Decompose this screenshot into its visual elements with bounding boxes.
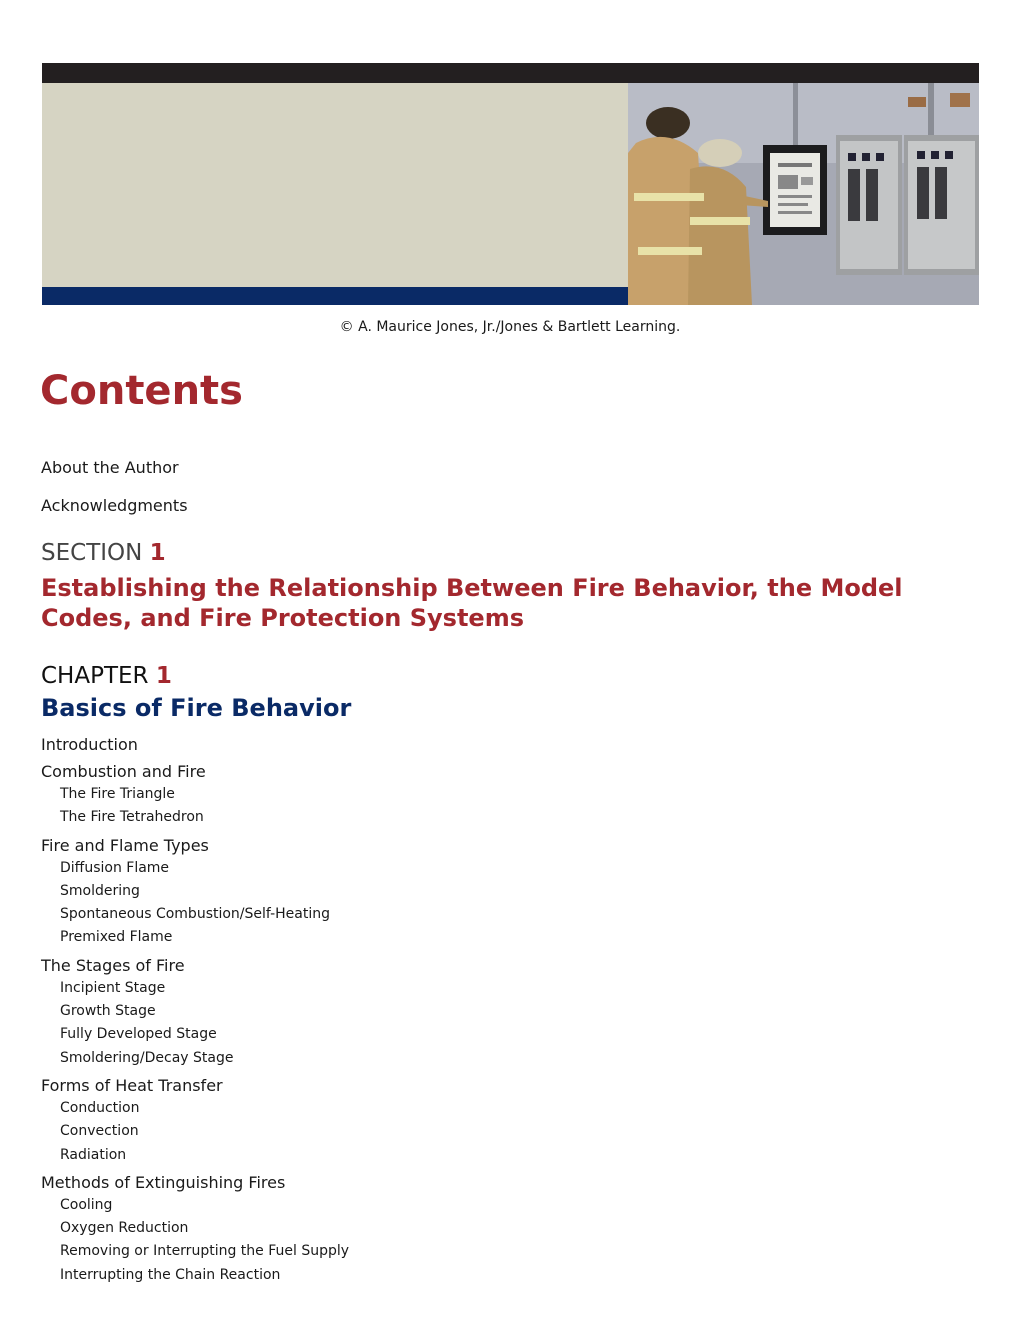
section-title[interactable]: Establishing the Relationship Between Fire Behavior, the Model Codes, and Fire Protection Systems xyxy=(41,574,903,632)
toc-subheading-link[interactable]: Removing or Interrupting the Fuel Supply xyxy=(60,1243,350,1260)
toc-heading-link[interactable]: Combustion and Fire xyxy=(41,762,206,781)
firefighters-photo xyxy=(628,83,979,305)
section-label xyxy=(41,540,166,566)
banner-navy-stripe xyxy=(42,287,628,305)
chapter-number: 1 xyxy=(155,663,172,689)
toc-subheading-link[interactable]: Cooling xyxy=(60,1196,113,1213)
toc-subheading-link[interactable]: The Fire Triangle xyxy=(60,786,175,802)
toc-heading-link[interactable]: Introduction xyxy=(41,735,138,754)
toc-subheading-link[interactable]: Radiation xyxy=(60,1146,127,1163)
chapter-label-text: CHAPTER xyxy=(41,663,149,689)
section-label-text: SECTION xyxy=(41,540,143,566)
page-title: Contents xyxy=(40,368,243,414)
toc-subheading-link[interactable]: Oxygen Reduction xyxy=(60,1220,189,1237)
toc-subheading-link[interactable]: Conduction xyxy=(60,1099,140,1116)
banner-beige-panel xyxy=(42,83,628,287)
toc-subheading-link[interactable]: Growth Stage xyxy=(60,1003,156,1020)
banner-top-bar xyxy=(42,63,979,83)
toc-subheading-link[interactable]: Smoldering xyxy=(60,882,140,899)
toc-heading-link[interactable]: Methods of Extinguishing Fires xyxy=(41,1172,286,1192)
header-banner xyxy=(42,63,979,305)
chapter-toc-list xyxy=(41,733,349,1287)
toc-subheading-link[interactable]: Fully Developed Stage xyxy=(60,1026,217,1043)
toc-subheading-link[interactable]: Interrupting the Chain Reaction xyxy=(60,1266,281,1283)
chapter-title[interactable]: Basics of Fire Behavior xyxy=(41,694,352,722)
section-number: 1 xyxy=(149,540,166,566)
toc-subheading-link[interactable]: Diffusion Flame xyxy=(60,859,170,876)
toc-subheading-link[interactable]: Smoldering/Decay Stage xyxy=(60,1049,234,1066)
toc-subheading-link[interactable]: Premixed Flame xyxy=(60,929,173,946)
toc-subheading-link[interactable]: The Fire Tetrahedron xyxy=(60,809,204,826)
photo-credit: © A. Maurice Jones, Jr./Jones & Bartlett Learning. xyxy=(339,319,681,335)
toc-subheading-link[interactable]: Convection xyxy=(60,1123,139,1140)
chapter-label xyxy=(41,663,172,689)
toc-subheading-link[interactable]: Spontaneous Combustion/Self-Heating xyxy=(60,906,330,923)
toc-subheading-link[interactable]: Incipient Stage xyxy=(60,979,166,996)
toc-link-acknowledgments[interactable]: Acknowledgments xyxy=(41,496,188,515)
toc-heading-link[interactable]: Fire and Flame Types xyxy=(41,835,209,855)
toc-link-about-author[interactable]: About the Author xyxy=(41,458,179,477)
toc-heading-link[interactable]: Forms of Heat Transfer xyxy=(41,1075,223,1095)
toc-heading-link[interactable]: The Stages of Fire xyxy=(41,955,185,975)
